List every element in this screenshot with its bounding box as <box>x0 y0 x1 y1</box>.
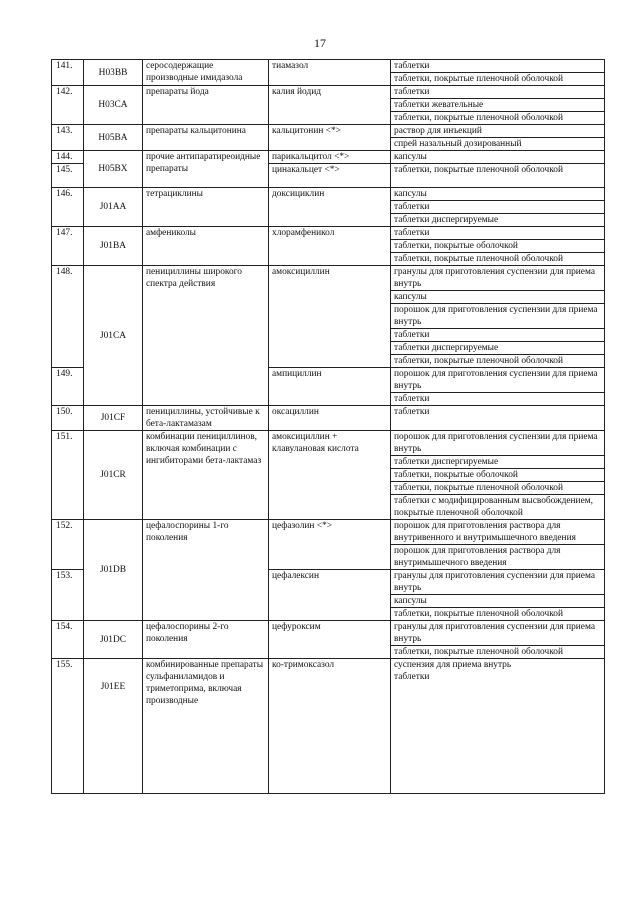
dosage-form: таблетки <box>391 329 605 342</box>
dosage-form: гранулы для приготовления суспензии для приема внутрь <box>391 621 605 646</box>
drug-name: оксациллин <box>269 406 391 431</box>
drug-name: цефазолин <*> <box>269 520 391 570</box>
drug-name: калия йодид <box>269 86 391 125</box>
dosage-form: таблетки, покрытые пленочной оболочкой <box>391 112 605 125</box>
table-row <box>52 659 605 672</box>
dosage-form: порошок для приготовления суспензии для приема внутрь <box>391 304 605 329</box>
row-number: 148. <box>52 266 84 368</box>
row-number: 149. <box>52 368 84 406</box>
dosage-form: суспензия для приема внутрь <box>391 659 605 672</box>
group-name: серосодержащие производные имидазола <box>143 60 269 86</box>
drug-name: ко-тримоксазол <box>269 659 391 794</box>
table-row <box>52 151 605 164</box>
dosage-form: таблетки, покрытые оболочкой <box>391 469 605 482</box>
atc-code: H05BA <box>84 125 143 151</box>
atc-code: J01CA <box>84 266 143 406</box>
dosage-form: таблетки, покрытые пленочной оболочкой <box>391 646 605 659</box>
row-number: 146. <box>52 188 84 227</box>
dosage-form: таблетки диспергируемые <box>391 456 605 469</box>
group-name: комбинированные препараты сульфаниламидов и триметоприма, включая производные <box>143 659 269 794</box>
dosage-form: капсулы <box>391 291 605 304</box>
table-row <box>52 406 605 431</box>
page-number: 17 <box>314 36 326 50</box>
dosage-form: таблетки, покрытые пленочной оболочкой <box>391 253 605 266</box>
group-name: препараты кальцитонина <box>143 125 269 151</box>
dosage-form: спрей назальный дозированный <box>391 138 605 151</box>
atc-code: H03BB <box>84 60 143 86</box>
dosage-form: гранулы для приготовления суспензии для приема внутрь <box>391 266 605 291</box>
row-number: 144. <box>52 151 84 164</box>
drug-name: хлорамфеникол <box>269 227 391 266</box>
row-number: 145. <box>52 164 84 188</box>
row-number: 143. <box>52 125 84 151</box>
atc-code: J01AA <box>84 188 143 227</box>
group-name: пенициллины, устойчивые к бета-лактамазам <box>143 406 269 431</box>
dosage-form: таблетки, покрытые пленочной оболочкой <box>391 164 605 188</box>
atc-code: J01EE <box>84 659 143 794</box>
drug-name: амоксициллин + клавулановая кислота <box>269 431 391 520</box>
group-name: цефалоспорины 2-го поколения <box>143 621 269 659</box>
dosage-form: раствор для инъекций <box>391 125 605 138</box>
dosage-form: таблетки диспергируемые <box>391 214 605 227</box>
drug-table <box>51 59 605 794</box>
table-row <box>52 520 605 545</box>
dosage-form: таблетки, покрытые пленочной оболочкой <box>391 73 605 86</box>
table-row <box>52 125 605 138</box>
dosage-form: таблетки <box>391 86 605 99</box>
atc-code: H05BX <box>84 151 143 188</box>
group-name: амфениколы <box>143 227 269 266</box>
row-number: 142. <box>52 86 84 125</box>
dosage-form: таблетки <box>391 671 605 793</box>
row-number: 155. <box>52 659 84 794</box>
dosage-form: капсулы <box>391 188 605 201</box>
dosage-form: таблетки, покрытые оболочкой <box>391 240 605 253</box>
group-name: пенициллины широкого спектра действия <box>143 266 269 406</box>
dosage-form: таблетки <box>391 406 605 431</box>
dosage-form: капсулы <box>391 595 605 608</box>
dosage-form: порошок для приготовления раствора для внутримышечного введения <box>391 545 605 570</box>
drug-name: цефуроксим <box>269 621 391 659</box>
row-number: 147. <box>52 227 84 266</box>
dosage-form: порошок для приготовления суспензии для приема внутрь <box>391 368 605 393</box>
dosage-form: гранулы для приготовления суспензии для приема внутрь <box>391 570 605 595</box>
dosage-form: таблетки, покрытые пленочной оболочкой <box>391 355 605 368</box>
dosage-form: таблетки жевательные <box>391 99 605 112</box>
table-row <box>52 431 605 456</box>
dosage-form: таблетки с модифицированным высвобождением, покрытые пленочной оболочкой <box>391 495 605 520</box>
group-name: комбинации пенициллинов, включая комбинации с ингибиторами бета-лактамаз <box>143 431 269 520</box>
atc-code: J01CR <box>84 431 143 520</box>
drug-name: амоксициллин <box>269 266 391 368</box>
dosage-form: таблетки <box>391 393 605 406</box>
dosage-form: таблетки, покрытые пленочной оболочкой <box>391 482 605 495</box>
drug-name: тиамазол <box>269 60 391 86</box>
dosage-form: таблетки, покрытые пленочной оболочкой <box>391 608 605 621</box>
table-row <box>52 86 605 99</box>
row-number: 154. <box>52 621 84 659</box>
dosage-form: таблетки <box>391 60 605 73</box>
group-name: тетрациклины <box>143 188 269 227</box>
group-name: цефалоспорины 1-го поколения <box>143 520 269 621</box>
drug-name: ампициллин <box>269 368 391 406</box>
table-row <box>52 266 605 291</box>
group-name: препараты йода <box>143 86 269 125</box>
dosage-form: таблетки <box>391 201 605 214</box>
drug-name: кальцитонин <*> <box>269 125 391 151</box>
dosage-form: таблетки <box>391 227 605 240</box>
dosage-form: порошок для приготовления раствора для внутривенного и внутримышечного введения <box>391 520 605 545</box>
row-number: 151. <box>52 431 84 520</box>
atc-code: J01BA <box>84 227 143 266</box>
dosage-form: порошок для приготовления суспензии для приема внутрь <box>391 431 605 456</box>
atc-code: J01DC <box>84 621 143 659</box>
atc-code: J01DB <box>84 520 143 621</box>
table-row <box>52 227 605 240</box>
atc-code: H03CA <box>84 86 143 125</box>
atc-code: J01CF <box>84 406 143 431</box>
drug-name: доксициклин <box>269 188 391 227</box>
dosage-form: таблетки диспергируемые <box>391 342 605 355</box>
drug-name: цефалексин <box>269 570 391 621</box>
row-number: 141. <box>52 60 84 86</box>
row-number: 153. <box>52 570 84 621</box>
group-name: прочие антипаратиреоидные препараты <box>143 151 269 188</box>
dosage-form: капсулы <box>391 151 605 164</box>
row-number: 152. <box>52 520 84 570</box>
table-row <box>52 60 605 73</box>
row-number: 150. <box>52 406 84 431</box>
drug-name: парикальцитол <*> <box>269 151 391 164</box>
table-row <box>52 621 605 646</box>
drug-name: цинакальцет <*> <box>269 164 391 188</box>
table-row <box>52 188 605 201</box>
